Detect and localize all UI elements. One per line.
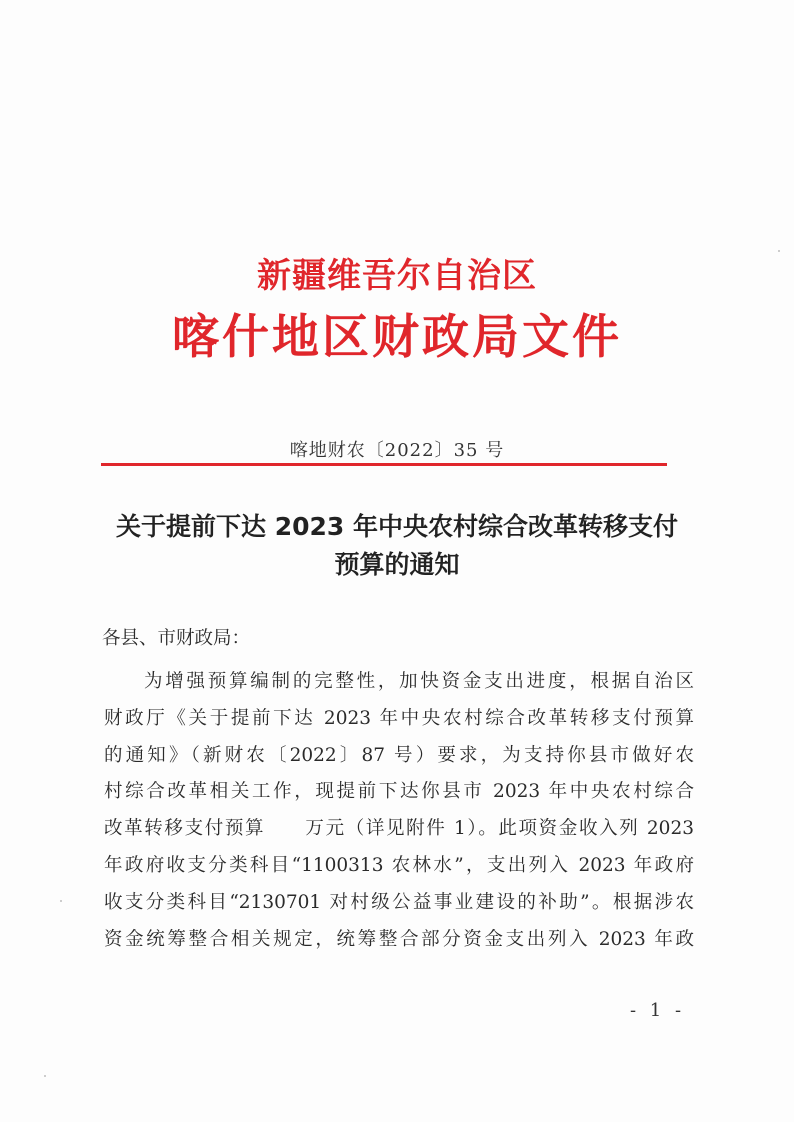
red-divider-line — [101, 463, 667, 466]
body-line: 年政府收支分类科目“1100313 农林水”，支出列入 2023 年政府 — [104, 854, 694, 876]
scan-speck — [778, 250, 780, 252]
issuer-region: 新疆维吾尔自治区 — [257, 256, 537, 296]
body-line: 财政厅《关于提前下达 2023 年中央农村综合改革转移支付预算 — [104, 707, 694, 729]
scan-speck — [60, 900, 62, 902]
scan-speck — [44, 1075, 46, 1077]
body-line: 收支分类科目“2130701 对村级公益事业建设的补助”。根据涉农 — [104, 891, 694, 913]
document-title-line-1: 关于提前下达 2023 年中央农村综合改革转移支付 — [116, 512, 678, 541]
body-line: 为增强预算编制的完整性，加快资金支出进度，根据自治区 — [144, 671, 694, 692]
body-line: 资金统筹整合相关规定，统筹整合部分资金支出列入 2023 年政 — [104, 928, 694, 950]
document-title — [0, 508, 794, 584]
page-number: - 1 - — [630, 1000, 686, 1021]
document-number: 喀地财农〔2022〕35 号 — [289, 440, 505, 461]
body-line: 改革转移支付预算 万元（详见附件 1）。此项资金收入列 2023 — [104, 818, 694, 840]
document-title-line-2: 预算的通知 — [334, 550, 460, 579]
salutation: 各县、市财政局： — [102, 628, 251, 649]
body-line: 村综合改革相关工作，现提前下达你县市 2023 年中央农村综合 — [104, 781, 694, 803]
body-paragraph — [104, 664, 694, 958]
issuer-bureau-header: 喀什地区财政局文件 — [172, 310, 622, 365]
body-line: 的通知》（新财农〔2022〕87 号）要求，为支持你县市做好农 — [104, 744, 694, 766]
